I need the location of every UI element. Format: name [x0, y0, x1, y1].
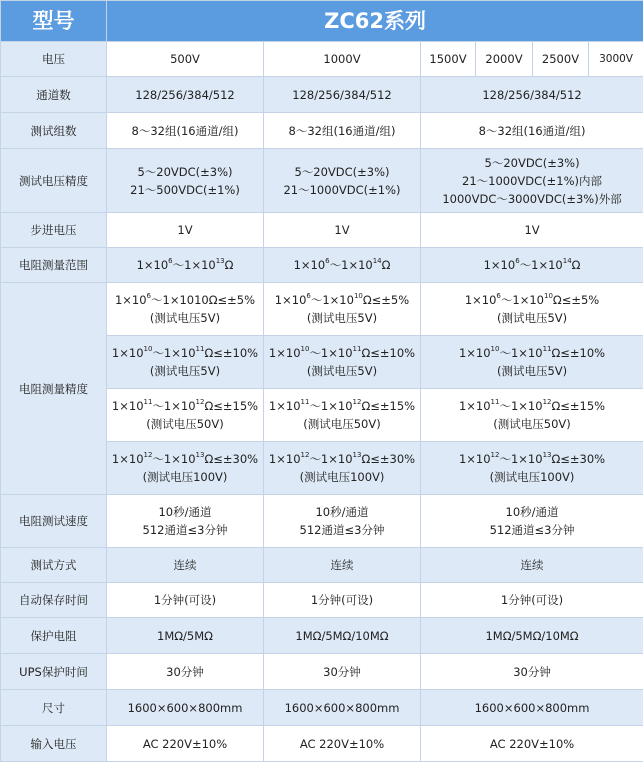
sci-middle: ～1×10 — [499, 399, 543, 413]
row-step — [1, 213, 643, 248]
voltage-cell: 1500V — [421, 42, 476, 77]
speed-cell — [107, 495, 264, 548]
sci-exponent: 6 — [306, 291, 311, 300]
sci-prefix: 1×10 — [111, 452, 144, 466]
accuracy-formula — [108, 397, 262, 415]
sci-suffix: Ω≤±10% — [204, 346, 259, 360]
voltage-cell: 500V — [107, 42, 264, 77]
sci-exponent: 10 — [300, 344, 310, 353]
text-line: 5～20VDC(±3%) — [137, 164, 233, 179]
row-autosave — [1, 583, 643, 618]
sci-exponent: 6 — [168, 256, 173, 265]
ups-cell: 30分钟 — [107, 654, 264, 690]
sci-suffix: Ω≤±15% — [361, 399, 416, 413]
sci-middle: ～1×10 — [310, 293, 354, 307]
voltage-accuracy-cell — [107, 149, 264, 213]
sci-suffix: Ω≤±5% — [552, 293, 600, 307]
sci-suffix: Ω≤±30% — [551, 452, 606, 466]
sci-exponent: 12 — [542, 397, 552, 406]
accuracy-formula — [265, 291, 419, 309]
sci-suffix: Ω≤±10% — [361, 346, 416, 360]
model-label: 型号 — [1, 1, 107, 42]
channels-cell: 128/256/384/512 — [264, 77, 421, 113]
sci-prefix: 1×10 — [293, 258, 326, 272]
row-speed — [1, 495, 643, 548]
groups-cell: 8～32组(16通道/组) — [264, 113, 421, 149]
sci-exponent: 11 — [490, 397, 500, 406]
mode-cell: 连续 — [264, 548, 421, 583]
accuracy-cell — [421, 442, 643, 495]
voltage-label: 电压 — [1, 42, 107, 77]
row-channels — [1, 77, 643, 113]
text-line: 21～500VDC(±1%) — [130, 182, 240, 197]
autosave-label: 自动保存时间 — [1, 583, 107, 618]
step-cell: 1V — [264, 213, 421, 248]
sci-exponent: 11 — [542, 344, 552, 353]
test-voltage-note: (测试电压5V) — [306, 311, 378, 325]
sci-suffix: Ω — [571, 258, 581, 272]
range-cell — [107, 248, 264, 283]
row-protection — [1, 618, 643, 654]
accuracy-formula — [422, 450, 642, 468]
test-voltage-note: (测试电压50V) — [303, 417, 381, 431]
sci-prefix: 1×10 — [268, 399, 301, 413]
groups-label: 测试组数 — [1, 113, 107, 149]
accuracy-formula — [108, 291, 262, 309]
sci-exponent: 6 — [146, 291, 152, 300]
text-line: 512通道≤3分钟 — [142, 523, 228, 537]
sci-exponent: 11 — [195, 344, 205, 353]
speed-cell — [264, 495, 421, 548]
sci-suffix: Ω≤±5% — [362, 293, 410, 307]
test-voltage-note: (测试电压5V) — [496, 364, 568, 378]
voltage-cell: 3000V — [589, 42, 643, 77]
sci-middle: ～1×1010Ω≤±5% — [151, 293, 256, 307]
sci-exponent: 12 — [300, 450, 310, 459]
row-ups — [1, 654, 643, 690]
ups-label: UPS保护时间 — [1, 654, 107, 690]
text-line: 10秒/通道 — [505, 505, 559, 519]
header-row — [1, 1, 643, 42]
accuracy-formula — [422, 397, 642, 415]
channels-cell: 128/256/384/512 — [421, 77, 643, 113]
range-cell — [264, 248, 421, 283]
sci-prefix: 1×10 — [274, 293, 307, 307]
sci-suffix: Ω≤±15% — [204, 399, 259, 413]
accuracy-formula — [265, 397, 419, 415]
voltage-cell: 1000V — [264, 42, 421, 77]
sci-middle: ～1×10 — [329, 258, 373, 272]
accuracy-cell — [107, 283, 264, 336]
range-label: 电阻测量范围 — [1, 248, 107, 283]
sci-exponent: 12 — [352, 397, 362, 406]
voltage-cell: 2000V — [476, 42, 533, 77]
accuracy-cell — [107, 336, 264, 389]
sci-exponent: 12 — [195, 397, 205, 406]
text-line: 512通道≤3分钟 — [299, 523, 385, 537]
sci-middle: ～1×10 — [152, 399, 196, 413]
sci-prefix: 1×10 — [111, 346, 144, 360]
sci-exponent: 6 — [325, 256, 330, 265]
test-voltage-note: (测试电压50V) — [146, 417, 224, 431]
sci-middle: ～1×10 — [152, 452, 196, 466]
test-voltage-note: (测试电压50V) — [493, 417, 571, 431]
row-groups — [1, 113, 643, 149]
test-voltage-note: (测试电压100V) — [489, 470, 575, 484]
accuracy-cell — [421, 283, 643, 336]
sci-prefix: 1×10 — [483, 258, 516, 272]
sci-prefix: 1×10 — [458, 452, 491, 466]
autosave-cell: 1分钟(可设) — [421, 583, 643, 618]
sci-exponent: 13 — [195, 450, 205, 459]
text-line: 21～1000VDC(±1%) — [283, 182, 401, 197]
sci-middle: ～1×10 — [309, 346, 353, 360]
groups-cell: 8～32组(16通道/组) — [107, 113, 264, 149]
test-voltage-note: (测试电压5V) — [496, 311, 568, 325]
accuracy-cell — [421, 336, 643, 389]
sci-middle: ～1×10 — [152, 346, 196, 360]
voltage-accuracy-label: 测试电压精度 — [1, 149, 107, 213]
sci-prefix: 1×10 — [458, 399, 491, 413]
sci-exponent: 6 — [515, 256, 520, 265]
protection-cell: 1MΩ/5MΩ — [107, 618, 264, 654]
sci-suffix: Ω≤±30% — [361, 452, 416, 466]
step-cell: 1V — [421, 213, 643, 248]
accuracy-label: 电阻测量精度 — [1, 283, 107, 495]
text-line: 10秒/通道 — [315, 505, 369, 519]
sci-suffix: Ω≤±30% — [204, 452, 259, 466]
row-input — [1, 726, 643, 762]
sci-exponent: 13 — [215, 256, 225, 265]
sci-exponent: 10 — [543, 291, 553, 300]
row-voltage-accuracy — [1, 149, 643, 213]
speed-label: 电阻测试速度 — [1, 495, 107, 548]
sci-suffix: Ω≤±10% — [551, 346, 606, 360]
voltage-cell: 2500V — [533, 42, 589, 77]
sci-prefix: 1×10 — [268, 452, 301, 466]
size-cell: 1600×600×800mm — [107, 690, 264, 726]
sci-prefix: 1×10 — [458, 346, 491, 360]
accuracy-cell — [264, 442, 421, 495]
mode-cell: 连续 — [421, 548, 643, 583]
sci-middle: ～1×10 — [499, 346, 543, 360]
sci-middle: ～1×10 — [519, 258, 563, 272]
autosave-cell: 1分钟(可设) — [264, 583, 421, 618]
sci-exponent: 11 — [352, 344, 362, 353]
row-range — [1, 248, 643, 283]
text-line: 5～20VDC(±3%) — [294, 164, 390, 179]
accuracy-formula — [422, 291, 642, 309]
input-label: 输入电压 — [1, 726, 107, 762]
accuracy-cell — [264, 389, 421, 442]
groups-cell: 8～32组(16通道/组) — [421, 113, 643, 149]
protection-cell: 1MΩ/5MΩ/10MΩ — [264, 618, 421, 654]
sci-exponent: 12 — [143, 450, 153, 459]
sci-middle: ～1×10 — [309, 452, 353, 466]
speed-cell — [421, 495, 643, 548]
sci-middle: ～1×10 — [309, 399, 353, 413]
sci-middle: ～1×10 — [500, 293, 544, 307]
range-cell — [421, 248, 643, 283]
channels-cell: 128/256/384/512 — [107, 77, 264, 113]
series-title: ZC62系列 — [107, 1, 643, 42]
mode-label: 测试方式 — [1, 548, 107, 583]
step-cell: 1V — [107, 213, 264, 248]
text-line: 10秒/通道 — [158, 505, 212, 519]
sci-prefix: 1×10 — [114, 293, 147, 307]
sci-exponent: 14 — [372, 256, 382, 265]
test-voltage-note: (测试电压100V) — [299, 470, 385, 484]
accuracy-formula — [108, 344, 262, 362]
accuracy-cell — [264, 283, 421, 336]
accuracy-cell — [107, 442, 264, 495]
text-line: 512通道≤3分钟 — [489, 523, 575, 537]
size-cell: 1600×600×800mm — [264, 690, 421, 726]
test-voltage-note: (测试电压5V) — [149, 311, 221, 325]
row-accuracy-1 — [1, 283, 643, 336]
text-line: 5～20VDC(±3%) — [484, 155, 580, 170]
sci-exponent: 14 — [562, 256, 572, 265]
voltage-accuracy-cell — [264, 149, 421, 213]
size-label: 尺寸 — [1, 690, 107, 726]
row-size — [1, 690, 643, 726]
protection-cell: 1MΩ/5MΩ/10MΩ — [421, 618, 643, 654]
accuracy-cell — [107, 389, 264, 442]
sci-exponent: 10 — [353, 291, 363, 300]
input-cell: AC 220V±10% — [264, 726, 421, 762]
accuracy-formula — [422, 344, 642, 362]
text-line: 1000VDC～3000VDC(±3%)外部 — [442, 191, 622, 206]
ups-cell: 30分钟 — [421, 654, 643, 690]
accuracy-formula — [265, 450, 419, 468]
sci-middle: ～1×10 — [172, 258, 216, 272]
autosave-cell: 1分钟(可设) — [107, 583, 264, 618]
protection-label: 保护电阻 — [1, 618, 107, 654]
step-label: 步进电压 — [1, 213, 107, 248]
sci-exponent: 10 — [143, 344, 153, 353]
accuracy-cell — [264, 336, 421, 389]
row-mode — [1, 548, 643, 583]
sci-prefix: 1×10 — [136, 258, 169, 272]
ups-cell: 30分钟 — [264, 654, 421, 690]
sci-prefix: 1×10 — [464, 293, 497, 307]
sci-prefix: 1×10 — [111, 399, 144, 413]
sci-exponent: 12 — [490, 450, 500, 459]
sci-prefix: 1×10 — [268, 346, 301, 360]
sci-exponent: 11 — [143, 397, 153, 406]
sci-suffix: Ω — [381, 258, 391, 272]
sci-exponent: 11 — [300, 397, 310, 406]
row-voltage — [1, 42, 643, 77]
sci-exponent: 10 — [490, 344, 500, 353]
sci-exponent: 6 — [496, 291, 501, 300]
sci-middle: ～1×10 — [499, 452, 543, 466]
size-cell: 1600×600×800mm — [421, 690, 643, 726]
test-voltage-note: (测试电压5V) — [306, 364, 378, 378]
mode-cell: 连续 — [107, 548, 264, 583]
accuracy-cell — [421, 389, 643, 442]
input-cell: AC 220V±10% — [107, 726, 264, 762]
channels-label: 通道数 — [1, 77, 107, 113]
voltage-accuracy-cell — [421, 149, 643, 213]
text-line: 21～1000VDC(±1%)内部 — [462, 173, 603, 188]
test-voltage-note: (测试电压5V) — [149, 364, 221, 378]
sci-suffix: Ω — [224, 258, 234, 272]
sci-suffix: Ω≤±15% — [551, 399, 606, 413]
input-cell: AC 220V±10% — [421, 726, 643, 762]
accuracy-formula — [265, 344, 419, 362]
sci-exponent: 13 — [542, 450, 552, 459]
accuracy-formula — [108, 450, 262, 468]
sci-exponent: 13 — [352, 450, 362, 459]
test-voltage-note: (测试电压100V) — [142, 470, 228, 484]
